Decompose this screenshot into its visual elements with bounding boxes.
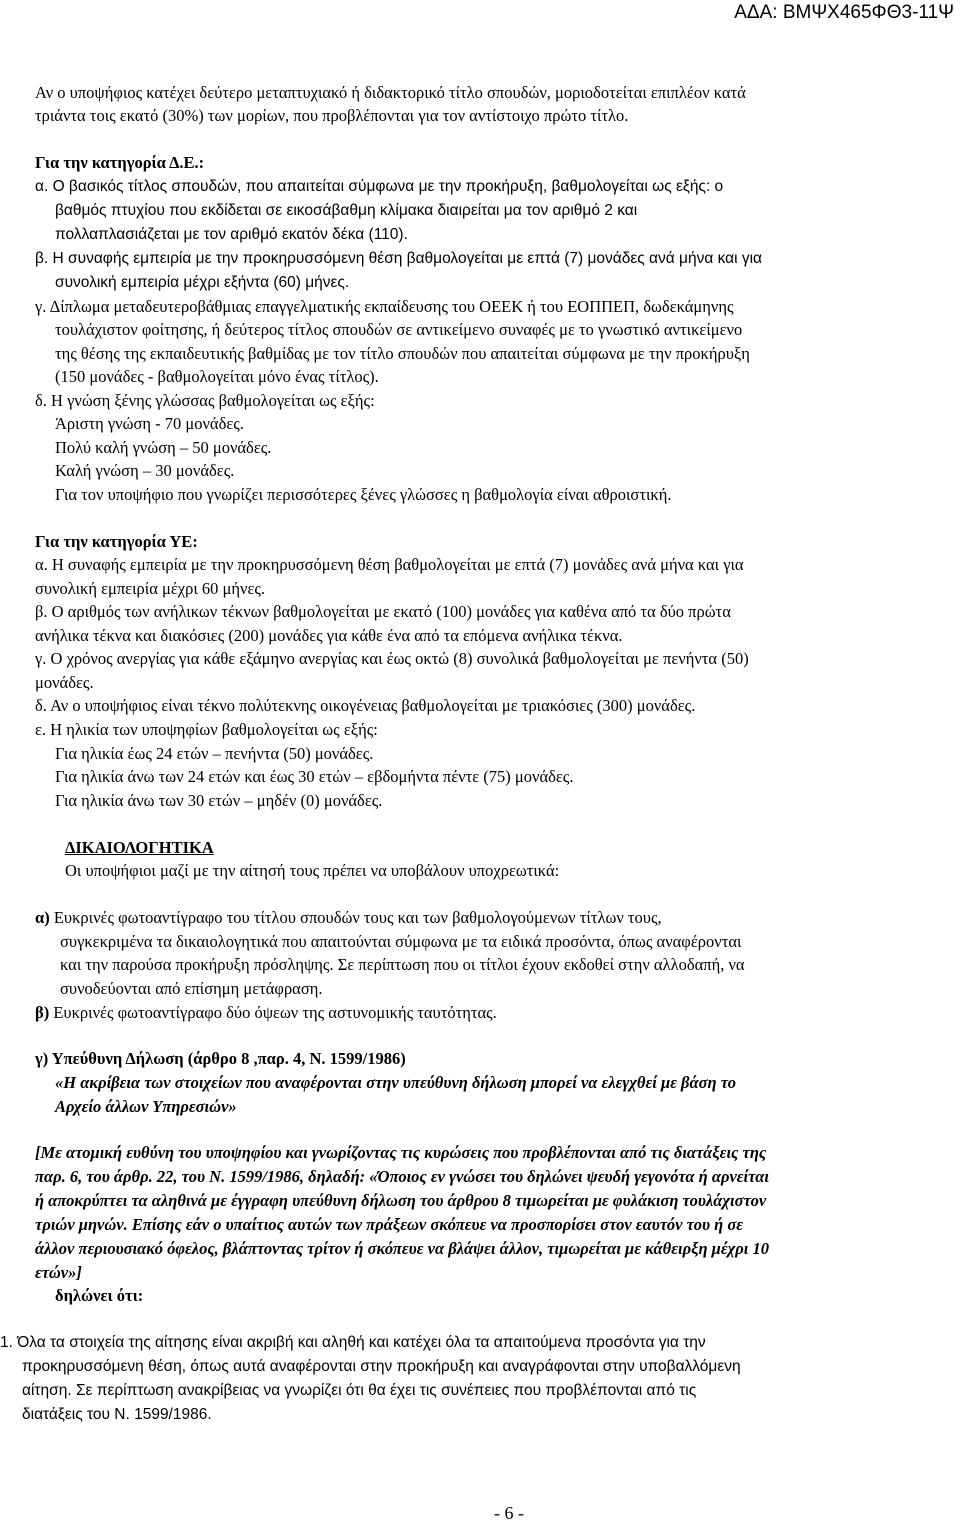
de-c-line-4: (150 μονάδες - βαθμολογείται μόνο ένας τίτλος). xyxy=(55,367,379,386)
docs-a-label: α) xyxy=(35,908,50,927)
de-heading: Για την κατηγορία Δ.Ε.: xyxy=(35,153,205,172)
ada-code: ΑΔΑ: ΒΜΨΧ465ΦΘ3-11Ψ xyxy=(734,2,954,23)
page-number: - 6 - xyxy=(494,1503,524,1523)
docs-a-line-3: και την παρούσα προκήρυξη πρόσληψης. Σε περίπτωση που οι τίτλοι έχουν εκδοθεί στην αλλοδαπή, να xyxy=(60,955,745,974)
item-1-line-3: αίτηση. Σε περίπτωση ανακρίβειας να γνωρίζει ότι θα έχει τις συνέπειες που προβλέπονται από τις xyxy=(22,1382,697,1399)
ye-a-line-2: συνολική εμπειρία μέχρι 60 μήνες. xyxy=(35,579,266,598)
ye-e-line-2: Για ηλικία έως 24 ετών – πενήντα (50) μονάδες. xyxy=(55,744,374,763)
intro-line-1: Αν ο υποψήφιος κατέχει δεύτερο μεταπτυχιακό ή διδακτορικό τίτλο σπουδών, μοριοδοτείται επιπλέον κατά xyxy=(35,83,746,102)
warning-line-3: ή αποκρύπτει τα αληθινά με έγγραφη υπεύθυνη δήλωση του άρθρου 8 τιμωρείται με φυλάκιση τουλάχιστον xyxy=(35,1191,767,1210)
de-b-line-1: β. Η συναφής εμπειρία με την προκηρυσσόμενη θέση βαθμολογείται με επτά (7) μονάδες ανά μήνα και για xyxy=(35,250,763,267)
docs-b-label: β) xyxy=(35,1003,50,1022)
de-d-line-2: Άριστη γνώση - 70 μονάδες. xyxy=(55,414,244,433)
de-a-line-1: α. Ο βασικός τίτλος σπουδών, που απαιτείται σύμφωνα με την προκήρυξη, βαθμολογείται ως εξής: ο xyxy=(35,178,724,195)
docs-a-line-2: συγκεκριμένα τα δικαιολογητικά που απαιτούνται σύμφωνα με τα ειδικά προσόντα, όπως αναφέρονται xyxy=(60,932,742,951)
ye-c-line-1: γ. Ο χρόνος ανεργίας για κάθε εξάμηνο ανεργίας και έως οκτώ (8) συνολικά βαθμολογείται με πενήντα (50) xyxy=(35,649,749,668)
item-1-line-4: διατάξεις του Ν. 1599/1986. xyxy=(22,1406,212,1423)
declares-label: δηλώνει ότι: xyxy=(55,1286,144,1305)
de-d-line-3: Πολύ καλή γνώση – 50 μονάδες. xyxy=(55,438,272,457)
ye-b-line-1: β. Ο αριθμός των ανήλικων τέκνων βαθμολογείται με εκατό (100) μονάδες για καθένα από τα δύο πρώτα xyxy=(35,602,731,621)
ye-e-line-4: Για ηλικία άνω των 30 ετών – μηδέν (0) μονάδες. xyxy=(55,791,383,810)
ye-c-line-2: μονάδες. xyxy=(35,673,94,692)
docs-b-text-1: Ευκρινές φωτοαντίγραφο δύο όψεων της αστυνομικής ταυτότητας. xyxy=(49,1003,497,1022)
de-d-line-1: δ. Η γνώση ξένης γλώσσας βαθμολογείται ως εξής: xyxy=(35,391,375,410)
de-c-line-2: τουλάχιστον φοίτησης, ή δεύτερος τίτλος σπουδών σε αντικείμενο συναφές με το γνωστικό αντικείμενο xyxy=(55,320,743,339)
de-c-line-3: της θέσης της εκπαιδευτικής βαθμίδας με τον τίτλο σπουδών που απαιτείται σύμφωνα με την προκήρυξη xyxy=(55,344,750,363)
ye-b-line-2: ανήλικα τέκνα και διακόσιες (200) μονάδες για κάθε ένα από τα επόμενα ανήλικα τέκνα. xyxy=(35,626,623,645)
de-c-line-1: γ. Δίπλωμα μεταδευτεροβάθμιας επαγγελματικής εκπαίδευσης του ΟΕΕΚ ή του ΕΟΠΠΕΠ, δωδεκάμηνης xyxy=(35,297,734,316)
warning-line-5: άλλον περιουσιακό όφελος, βλάπτοντας τρίτον ή σκόπευε να βλάψει άλλον, τιμωρείται με κάθειρξη μέχρι 10 xyxy=(35,1239,769,1258)
de-d-line-4: Καλή γνώση – 30 μονάδες. xyxy=(55,461,235,480)
ye-a-line-1: α. Η συναφής εμπειρία με την προκηρυσσόμενη θέση βαθμολογείται με επτά (7) μονάδες ανά μήνα και για xyxy=(35,555,744,574)
docs-heading: ΔΙΚΑΙΟΛΟΓΗΤΙΚΑ xyxy=(65,838,214,857)
intro-line-2: τριάντα τοις εκατό (30%) των μορίων, που προβλέπονται για τον αντίστοιχο πρώτο τίτλο. xyxy=(35,106,629,125)
de-d-line-5: Για τον υποψήφιο που γνωρίζει περισσότερες ξένες γλώσσες η βαθμολογία είναι αθροιστική. xyxy=(55,485,672,504)
warning-line-4: τριών μηνών. Επίσης εάν ο υπαίτιος αυτών των πράξεων σκόπευε να προσπορίσει στον εαυτόν του ή σε xyxy=(35,1215,744,1234)
docs-c-line-1: γ) Υπεύθυνη Δήλωση (άρθρο 8 ,παρ. 4, Ν. 1599/1986) xyxy=(35,1049,406,1068)
de-b-line-2: συνολική εμπειρία μέχρι εξήντα (60) μήνες. xyxy=(55,274,350,291)
de-a-line-2: βαθμός πτυχίου που εκδίδεται σε εικοσάβαθμη κλίμακα διαιρείται μα τον αριθμό 2 και xyxy=(55,202,638,219)
item-1-line-1: 1. Όλα τα στοιχεία της αίτησης είναι ακριβή και αληθή και κατέχει όλα τα απαιτούμενα προσόντα για την xyxy=(0,1334,706,1351)
docs-intro: Οι υποψήφιοι μαζί με την αίτησή τους πρέπει να υποβάλουν υποχρεωτικά: xyxy=(65,861,560,880)
docs-b-line-1 xyxy=(35,1001,497,1024)
warning-line-6: ετών»] xyxy=(35,1263,82,1282)
docs-a-line-4: συνοδεύονται από επίσημη μετάφραση. xyxy=(60,979,323,998)
warning-line-1: [Με ατομική ευθύνη του υποψηφίου και γνωρίζοντας τις κυρώσεις που προβλέπονται από τις διατάξεις της xyxy=(35,1143,767,1162)
de-a-line-3: πολλαπλασιάζεται με τον αριθμό εκατόν δέκα (110). xyxy=(55,226,408,243)
warning-line-2: παρ. 6, του άρθρ. 22, του Ν. 1599/1986, δηλαδή: «Όποιος εν γνώσει του δηλώνει ψευδή γεγονότα ή αρνείται xyxy=(35,1167,769,1186)
ye-d-line-1: δ. Αν ο υποψήφιος είναι τέκνο πολύτεκνης οικογένειας βαθμολογείται με τριακόσιες (300) μονάδες. xyxy=(35,696,696,715)
docs-a-text-1: Ευκρινές φωτοαντίγραφο του τίτλου σπουδών τους και των βαθμολογούμενων τίτλων τους, xyxy=(49,908,662,927)
ye-e-line-3: Για ηλικία άνω των 24 ετών και έως 30 ετών – εβδομήντα πέντε (75) μονάδες. xyxy=(55,767,574,786)
docs-c-line-3: Αρχείο άλλων Υπηρεσιών» xyxy=(55,1097,237,1116)
item-1-line-2: προκηρυσσόμενη θέση, όπως αυτά αναφέρονται στην προκήρυξη και αναγράφονται στην υποβαλλόμενη xyxy=(22,1358,741,1375)
ye-heading: Για την κατηγορία ΥΕ: xyxy=(35,532,198,551)
docs-a-line-1 xyxy=(35,906,662,929)
docs-c-line-2: «Η ακρίβεια των στοιχείων που αναφέρονται στην υπεύθυνη δήλωση μπορεί να ελεγχθεί με βάση το xyxy=(55,1073,737,1092)
ye-e-line-1: ε. Η ηλικία των υποψηφίων βαθμολογείται ως εξής: xyxy=(35,720,378,739)
